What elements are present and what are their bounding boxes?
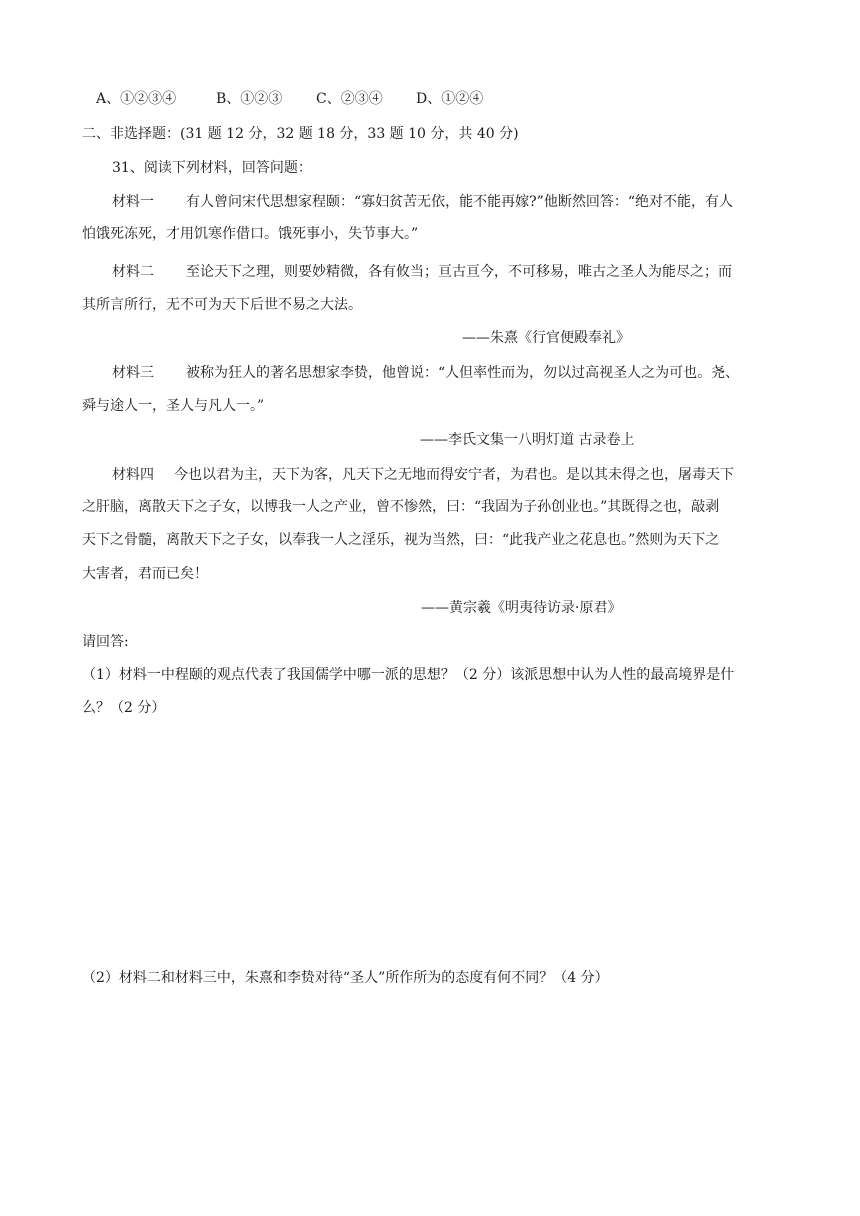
section-heading: 二、非选择题：(31 题 12 分，32 题 18 分，33 题 10 分，共 40 分) — [82, 126, 519, 142]
question-31-prompt: 31、阅读下列材料，回答问题： — [112, 160, 312, 176]
answer-prompt: 请回答: — [82, 634, 129, 650]
option-c: C、②③④ — [316, 91, 383, 107]
answer-space-1 — [82, 730, 782, 960]
material-3-label: 材料三 — [112, 365, 154, 381]
answer-space-2 — [82, 1000, 782, 1200]
material-1-label: 材料一 — [112, 194, 154, 210]
choice-options-row — [96, 89, 483, 109]
material-2-source: ——朱熹《行官便殿奉礼》 — [462, 330, 630, 346]
material-3-line-2: 舜与途人一，圣人与凡人一。” — [82, 398, 265, 414]
material-3-line-1 — [112, 363, 739, 383]
sub-question-2: （2）材料二和材料三中，朱熹和李贽对待“圣人”所作所为的态度有何不同？（4 分） — [82, 970, 609, 986]
material-4-source: ——黄宗羲《明夷待访录·原君》 — [421, 600, 622, 616]
material-3-text-1: 被称为狂人的著名思想家李贽，他曾说：“人但率性而为，勿以过高视圣人之为可也。尧、 — [186, 365, 740, 381]
option-a: A、①②③④ — [96, 91, 177, 107]
material-2-text-1: 至论天下之理，则要妙精微，各有攸当；亘古亘今，不可移易，唯古之圣人为能尽之；而 — [186, 264, 732, 280]
sub-question-1-line-2: 么？（2 分） — [82, 700, 166, 716]
material-4-line-4: 大害者，君而已矣！ — [82, 566, 208, 582]
material-4-text-1: 今也以君为主，天下为客，凡天下之无地而得安宁者，为君也。是以其未得之也，屠毒天下 — [174, 467, 734, 483]
sub-question-1-line-1: （1）材料一中程颐的观点代表了我国儒学中哪一派的思想？（2 分）该派思想中认为人性的最高境界是什 — [82, 667, 735, 683]
option-d: D、①②④ — [416, 91, 484, 107]
material-3-source: ——李氏文集一八明灯道 古录卷上 — [420, 432, 635, 448]
material-1-text-1: 有人曾问宋代思想家程颐：“寡妇贫苦无依，能不能再嫁?”他断然回答：“绝对不能，有人 — [186, 194, 733, 210]
material-4-line-2: 之肝脑，离散天下之子女，以博我一人之产业，曾不惨然，曰：“我固为子孙创业也。”其既得之也，敲剥 — [82, 499, 720, 515]
material-2-line-2: 其所言所行，无不可为天下后世不易之大法。 — [82, 297, 362, 313]
material-4-label: 材料四 — [112, 467, 154, 483]
material-2-line-1 — [112, 262, 732, 282]
material-4-line-1 — [112, 465, 734, 485]
material-1-line-2: 怕饿死冻死，才用饥寒作借口。饿死事小，失节事大。” — [82, 226, 419, 242]
material-1-line-1 — [112, 192, 733, 212]
material-2-label: 材料二 — [112, 264, 154, 280]
option-b: B、①②③ — [216, 91, 283, 107]
material-4-line-3: 天下之骨髓，离散天下之子女，以奉我一人之淫乐，视为当然，曰：“此我产业之花息也。”然则为天下之 — [82, 532, 720, 548]
